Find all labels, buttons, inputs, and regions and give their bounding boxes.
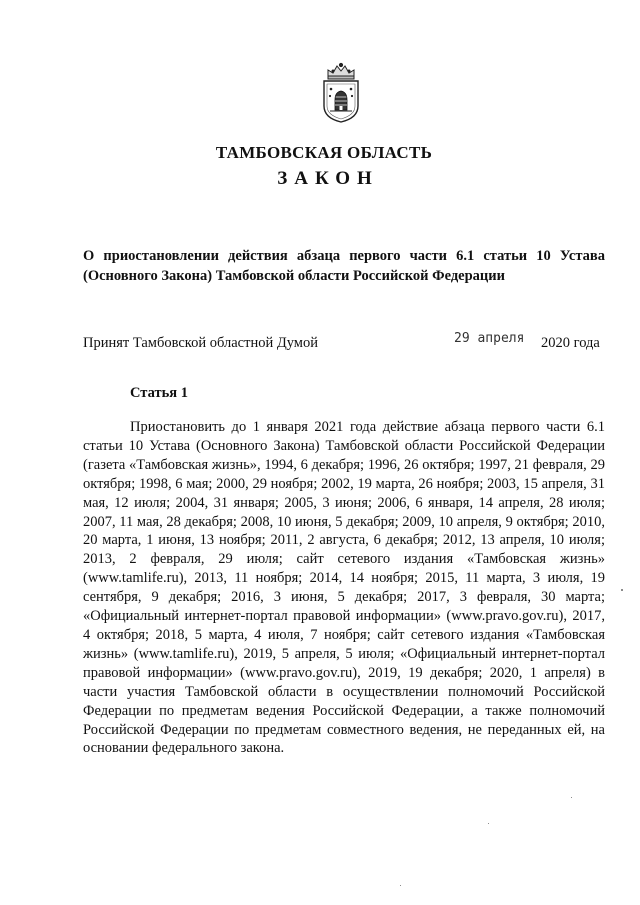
adoption-date: 29 апреля [454, 331, 525, 346]
adoption-label: Принят Тамбовской областной Думой [83, 335, 318, 351]
coat-of-arms-icon [319, 62, 363, 124]
scan-speck [488, 823, 489, 824]
scan-speck [571, 797, 572, 798]
article-text: Приостановить до 1 января 2021 года действие абзаца первого части 6.1 статьи 10 Устава (Основного Закона) Тамбовской области Российской Федерации (газета «Тамбовская жизнь», 1994, 6 декабря; 1996, 26 октября; 1997, 21 февраля, 29 октября; 1998, 6 мая; 2000, 29 ноября; 2002, 19 марта, 26 ноября; 2003, 15 апреля, 31 мая, 12 июля; 2004, 31 января; 2005, 3 июня; 2006, 6 января, 14 апреля, 28 июля; 2007, 11 мая, 28 декабря; 2008, 10 июня, 5 декабря; 2009, 10 апреля, 9 октября; 2010, 20 марта, 1 июня, 13 ноября; 2011, 2 августа, 6 декабря; 2012, 13 апреля, 10 июля; 2013, 2 февраля, 29 июля; сайт сетевого издания «Тамбовская жизнь» (www.tamlife.ru), 2013, 11 ноября; 2014, 14 ноября; 2015, 11 марта, 3 июля, 19 сентября, 9 декабря; 2016, 3 июня, 5 декабря; 2017, 3 февраля, 30 марта; «Официальный интернет-портал правовой информации» (www.pravo.gov.ru), 2017, 4 октября; 2018, 5 марта, 4 июля, 7 ноября; сайт сетевого издания «Тамбовская жизнь» (www.tamlife.ru), 2019, 5 апреля, 5 июля; «Официальный интернет-портал правовой информации» (www.pravo.gov.ru), 2019, 19 декабря; 2020, 1 апреля) в части участия Тамбовской области в осуществлении полномочий Российской Федерации по предметам ведения Российской Федерации, а также полномочий Российской Федерации по предметам совместного ведения, не переданных ей, на основании федерального закона. [83, 419, 605, 757]
document-type: ЗАКОН [277, 168, 379, 189]
adoption-year: 2020 года [541, 335, 600, 351]
scan-speck [400, 885, 401, 886]
region-name: ТАМБОВСКАЯ ОБЛАСТЬ [215, 143, 433, 162]
article-heading: Статья 1 [130, 385, 188, 401]
scan-speck [621, 589, 623, 591]
law-title: О приостановлении действия абзаца первого части 6.1 статьи 10 Устава (Основного Закона) Тамбовской области Российской Федерации [83, 248, 605, 284]
